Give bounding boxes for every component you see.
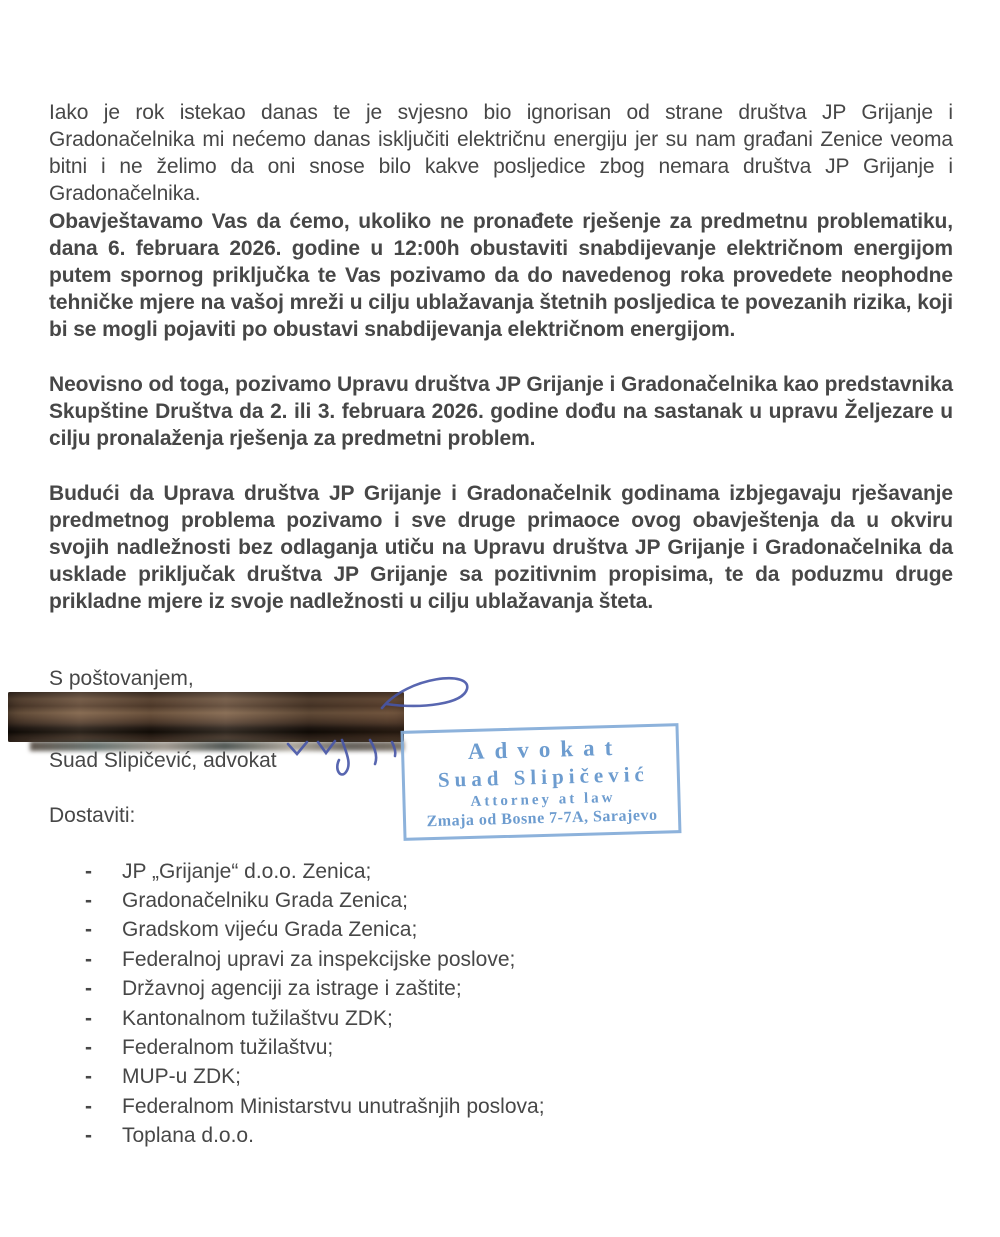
distribution-heading: Dostaviti: bbox=[49, 804, 136, 827]
list-dash: - bbox=[85, 977, 92, 1001]
list-item bbox=[85, 1122, 545, 1151]
list-item-label: Federalnom tužilaštvu; bbox=[122, 1036, 334, 1060]
list-item bbox=[85, 1092, 545, 1121]
list-item bbox=[85, 857, 545, 886]
list-dash: - bbox=[85, 859, 92, 883]
stamp-subtitle: Attorney at law bbox=[470, 789, 616, 810]
list-item-label: Federalnom Ministarstvu unutrašnjih poslova; bbox=[122, 1094, 545, 1118]
paragraph-intro: Iako je rok istekao danas te je svjesno bio ignorisan od strane društva JP Grijanje i Gradonačelnika mi nećemo danas isključiti električnu energiju jer su nam građani Zenice veoma bitni i ne želimo da oni snose bilo kakve posljedice zbog nemara društva JP Grijanje i Gradonačelnika. bbox=[49, 101, 953, 205]
list-dash: - bbox=[85, 1094, 92, 1118]
paragraph-meeting-invitation: Neovisno od toga, pozivamo Upravu društva JP Grijanje i Gradonačelnika kao predstavnika Skupštine Društva da 2. ili 3. februara 2026. godine dođu na sastanak u upravu Željezare u cilju pronalaženja rješenja za predmetni problem. bbox=[49, 373, 953, 450]
paragraph-call-to-recipients: Budući da Uprava društva JP Grijanje i Gradonačelnik godinama izbjegavaju rješavanje predmetnog problema pozivamo i sve druge primaoce ovog obavještenja da u okviru svojih nadležnosti bez odlaganja utiču na Upravu društva JP Grijanje i Gradonačelnika da usklade priključak društva JP Grijanje sa pozitivnim propisima, te da poduzmu druge prikladne mjere iz svoje nadležnosti u cilju ublažavanja šteta. bbox=[49, 482, 953, 613]
list-dash: - bbox=[85, 918, 92, 942]
list-item bbox=[85, 886, 545, 915]
signatory-name: Suad Slipičević, advokat bbox=[49, 749, 277, 772]
list-item-label: Gradskom vijeću Grada Zenica; bbox=[122, 918, 418, 942]
list-dash: - bbox=[85, 1006, 92, 1030]
list-item-label: MUP-u ZDK; bbox=[122, 1065, 242, 1089]
list-dash: - bbox=[85, 889, 92, 913]
list-dash: - bbox=[85, 1036, 92, 1060]
list-item-label: Federalnoj upravi za inspekcijske poslove; bbox=[122, 947, 516, 971]
list-item-label: JP „Grijanje“ d.o.o. Zenica; bbox=[122, 859, 372, 883]
list-dash: - bbox=[85, 947, 92, 971]
closing-salutation: S poštovanjem, bbox=[49, 667, 194, 690]
list-item bbox=[85, 1033, 545, 1062]
stamp-name: Suad Slipičević bbox=[437, 761, 650, 792]
stamp-title: Advokat bbox=[467, 734, 623, 765]
list-item bbox=[85, 916, 545, 945]
stamp-address: Zmaja od Bosne 7-7A, Sarajevo bbox=[426, 806, 658, 831]
list-dash: - bbox=[85, 1124, 92, 1148]
list-item bbox=[85, 975, 545, 1004]
list-dash: - bbox=[85, 1065, 92, 1089]
list-item-label: Državnoj agenciji za istrage i zaštite; bbox=[122, 977, 462, 1001]
list-item-label: Gradonačelniku Grada Zenica; bbox=[122, 889, 408, 913]
list-item bbox=[85, 945, 545, 974]
list-item-label: Toplana d.o.o. bbox=[122, 1124, 254, 1148]
distribution-list bbox=[85, 857, 545, 1151]
list-item bbox=[85, 1063, 545, 1092]
list-item-label: Kantonalnom tužilaštvu ZDK; bbox=[122, 1006, 393, 1030]
list-item bbox=[85, 1004, 545, 1033]
paragraph-deadline-notice: Obavještavamo Vas da ćemo, ukoliko ne pronađete rješenje za predmetnu problematiku, dana 6. februara 2026. godine u 12:00h obustaviti snabdijevanje električnom energijom putem spornog priključka te Vas pozivamo da do navedenog roka provedete neophodne tehničke mjere na vašoj mreži u cilju ublažavanja štetnih posljedica te povezanih rizika, koji bi se mogli pojaviti po obustavi snabdijevanja električnom energijom. bbox=[49, 210, 953, 341]
attorney-stamp bbox=[401, 723, 682, 841]
